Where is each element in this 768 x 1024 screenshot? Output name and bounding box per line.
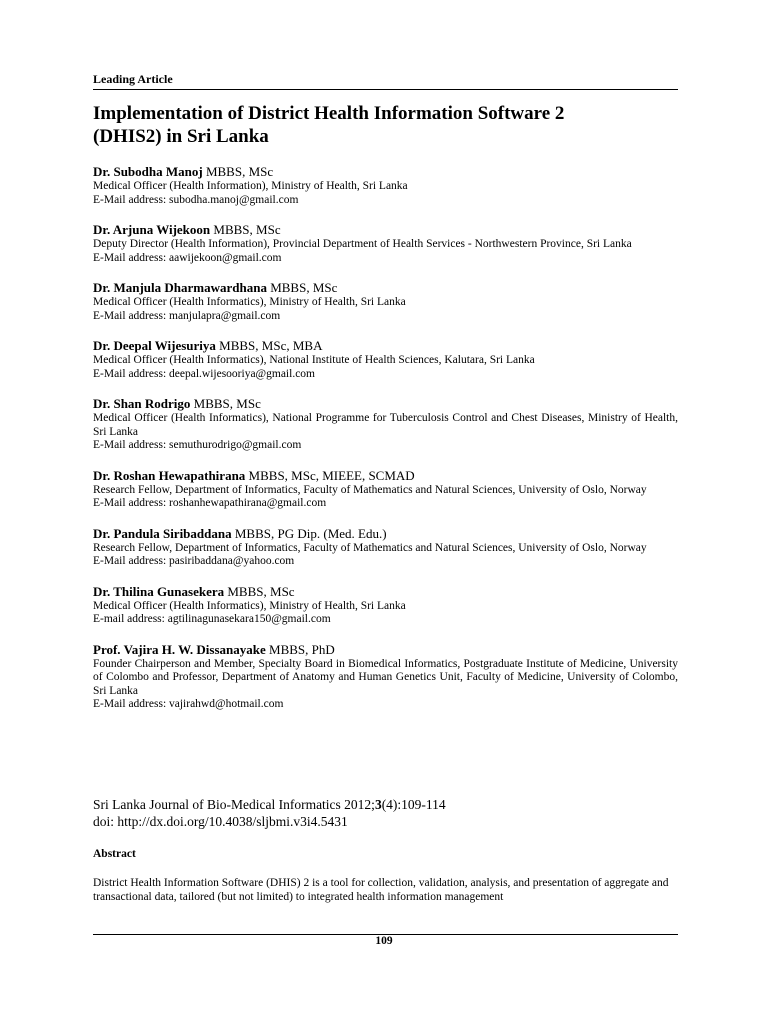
author-affiliation: Deputy Director (Health Information), Provincial Department of Health Services - Northwestern Province, Sri Lanka (93, 238, 632, 250)
author-name: Dr. Shan Rodrigo (93, 396, 191, 411)
author-block (93, 221, 678, 265)
title-line-1: Implementation of District Health Information Software 2 (93, 103, 565, 124)
author-block (93, 583, 678, 627)
author-block (93, 641, 678, 712)
author-name-line (93, 163, 678, 180)
author-email: E-Mail address: subodha.manoj@gmail.com (93, 193, 299, 206)
author-block (93, 525, 678, 569)
author-affiliation: Research Fellow, Department of Informatics, Faculty of Mathematics and Natural Sciences, University of Oslo, Norway (93, 483, 647, 496)
abstract-heading: Abstract (93, 848, 136, 860)
author-name-line (93, 583, 678, 600)
author-degrees: MBBS, MSc (193, 396, 261, 411)
author-email: E-Mail address: roshanhewapathirana@gmail.com (93, 497, 327, 509)
author-email: E-Mail address: deepal.wijesooriya@gmail.com (93, 367, 315, 380)
author-name: Dr. Arjuna Wijekoon (93, 222, 211, 237)
author-name: Dr. Deepal Wijesuriya (93, 338, 216, 353)
article-title (93, 102, 678, 148)
author-list (93, 163, 678, 726)
author-degrees: MBBS, MSc, MIEEE, SCMAD (248, 467, 415, 483)
header-rule (93, 89, 678, 90)
citation-journal: Sri Lanka Journal of Bio-Medical Informatics 2012; (93, 797, 375, 812)
author-name-line (93, 641, 678, 658)
author-name: Dr. Thilina Gunasekera (93, 583, 225, 599)
author-name-line (93, 279, 678, 296)
author-name: Dr. Manjula Dharmawardhana (93, 280, 267, 295)
abstract-text: District Health Information Software (DHIS) 2 is a tool for collection, validation, analysis, and presentation of aggregate and transactional data, tailored (but not limited) to integrated health information management (93, 877, 669, 903)
page-number: 109 (375, 935, 393, 947)
author-block (93, 395, 678, 453)
author-block (93, 467, 678, 511)
author-block (93, 279, 678, 323)
author-affiliation: Medical Officer (Health Informatics), Ministry of Health, Sri Lanka (93, 599, 406, 612)
author-affiliation: Medical Officer (Health Information), Ministry of Health, Sri Lanka (93, 180, 408, 192)
citation-doi[interactable]: doi: http://dx.doi.org/10.4038/sljbmi.v3i4.5431 (93, 814, 348, 829)
citation-journal-line (93, 796, 678, 813)
author-affiliation: Medical Officer (Health Informatics), Ministry of Health, Sri Lanka (93, 296, 406, 308)
citation-volume: 3 (374, 797, 382, 812)
author-degrees: MBBS, MSc, MBA (219, 338, 323, 353)
author-block (93, 337, 678, 381)
author-name-line (93, 395, 678, 412)
author-affiliation: Medical Officer (Health Informatics), National Institute of Health Sciences, Kalutara, Sri Lanka (93, 354, 535, 366)
author-name: Dr. Roshan Hewapathirana (93, 467, 246, 483)
author-name: Dr. Subodha Manoj (93, 164, 203, 179)
author-email: E-Mail address: aawijekoon@gmail.com (93, 251, 282, 264)
author-degrees: MBBS, PG Dip. (Med. Edu.) (234, 525, 387, 541)
citation-issue-pages: (4):109-114 (381, 797, 446, 812)
author-name-line (93, 221, 678, 238)
author-name-line (93, 467, 678, 484)
author-block (93, 163, 678, 207)
citation (93, 796, 678, 830)
author-degrees: MBBS, MSc (270, 280, 338, 295)
author-degrees: MBBS, MSc (213, 222, 281, 237)
author-email: E-Mail address: semuthurodrigo@gmail.com (93, 439, 302, 451)
title-line-2: (DHIS2) in Sri Lanka (93, 126, 269, 147)
author-affiliation: Medical Officer (Health Informatics), National Programme for Tuberculosis Control and Chest Diseases, Ministry of Health, Sri Lanka (93, 412, 678, 438)
author-degrees: MBBS, PhD (269, 641, 335, 657)
author-name: Dr. Pandula Siribaddana (93, 525, 232, 541)
author-affiliation: Founder Chairperson and Member, Specialty Board in Biomedical Informatics, Postgraduate Institute of Medicine, University of Colombo and Professor, Department of Anatomy and Human Genetics Unit, Faculty of Medicine, University of Colombo, Sri Lanka (93, 657, 678, 697)
author-email: E-Mail address: pasiribaddana@yahoo.com (93, 555, 295, 567)
author-name: Prof. Vajira H. W. Dissanayake (93, 641, 266, 657)
author-email: E-Mail address: vajirahwd@hotmail.com (93, 698, 284, 710)
section-label: Leading Article (93, 72, 173, 86)
author-email: E-mail address: agtilinagunasekara150@gmail.com (93, 613, 331, 625)
author-affiliation: Research Fellow, Department of Informatics, Faculty of Mathematics and Natural Sciences, University of Oslo, Norway (93, 541, 647, 554)
author-name-line (93, 337, 678, 354)
author-degrees: MBBS, MSc (205, 164, 274, 179)
author-degrees: MBBS, MSc (227, 583, 295, 599)
author-email: E-Mail address: manjulapra@gmail.com (93, 309, 281, 322)
author-name-line (93, 525, 678, 542)
